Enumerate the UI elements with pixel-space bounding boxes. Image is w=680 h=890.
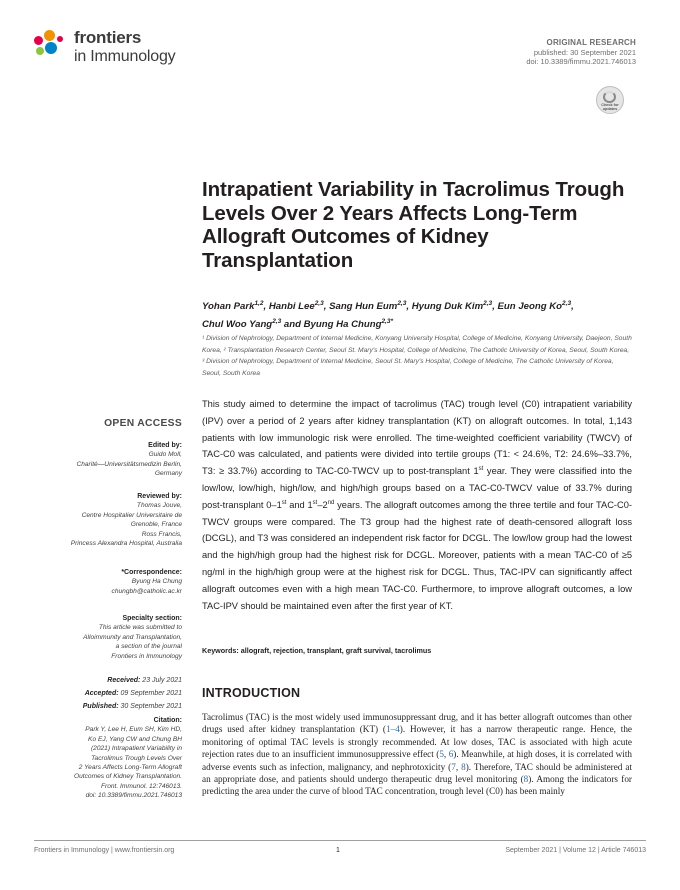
article-type: ORIGINAL RESEARCH xyxy=(546,38,636,47)
journal-logo xyxy=(34,28,194,72)
footer-divider xyxy=(34,840,646,841)
editor-line: Guido Moll, xyxy=(148,451,182,459)
author-list: Yohan Park$^{1,2}$, Hanbi Lee$^{2,3}$, Sang Hun Eum$^{2,3}$, Hyung Duk Kim$^{2,3}$, Eun Jeong Ko$^{2,3}$, Chul Woo Yang$^{2,3}$ and Byung Ha Chung$^{2,3*}$ xyxy=(202,300,574,331)
frontiers-logo-icon xyxy=(34,30,64,60)
published-date: published: 30 September 2021 xyxy=(533,47,636,57)
check-for-updates-badge[interactable] xyxy=(596,86,624,114)
citation-link[interactable]: 6 xyxy=(448,749,454,760)
specialty-label: Specialty section: xyxy=(122,615,182,622)
citation-line: Park Y, Lee H, Eum SH, Kim HD, xyxy=(85,726,182,734)
footer-journal[interactable]: Frontiers in Immunology | www.frontiersin.org xyxy=(34,847,175,854)
logo-dot-red xyxy=(34,36,43,45)
affiliations: ¹ Division of Nephrology, Department of Internal Medicine, Konyang University Hospital, College of Medicine, Konyang University, Daejeon, South Korea, ² Transplantation Research Center, Seoul St. Mary's Hospital, College of Medicine, The Catholic University of Korea, Seoul, South Korea, ³ Division of Nephrology, Department of Internal Medicine, Seoul St. Mary's Hospital, College of Medicine, The Catholic University of Korea, Seoul, South Korea xyxy=(202,335,632,377)
citation-line: Tacrolimus Trough Levels Over xyxy=(91,754,182,762)
citation-link[interactable]: 1–4 xyxy=(386,724,400,735)
reviewer-line: Centre Hospitalier Universitaire de xyxy=(81,511,182,519)
author[interactable]: Yohan Park$^{1,2}$ xyxy=(202,300,264,313)
author[interactable]: Chul Woo Yang$^{2,3}$ xyxy=(202,318,282,331)
author[interactable]: Sang Hun Eum$^{2,3}$ xyxy=(329,300,407,313)
correspondent-name: Byung Ha Chung xyxy=(131,578,182,586)
reviewed-by-block xyxy=(20,492,182,548)
citation-link[interactable]: 7 xyxy=(451,761,456,772)
reviewer-line: Ross Francis, xyxy=(141,530,182,538)
author[interactable]: Hyung Duk Kim$^{2,3}$ xyxy=(411,300,493,313)
section-heading: INTRODUCTION xyxy=(202,686,301,700)
journal-name: frontiers xyxy=(74,28,142,47)
introduction-text: Tacrolimus (TAC) is the most widely used immunosuppressant drug, and it has better allograft outcomes than other drugs used after kidney transplantation (KT) (1–4). However, it has a narrow therapeutic range. Hence, the monitoring of optimal TAC levels is strongly recommended. At low doses, TAC is associated with high acute rejection rates due to an insufficient immunosuppressive effect (5, 6). Meanwhile, at high doses, it is correlated with adverse events such as infection, malignancy, and nephrotoxicity (7, 8). Therefore, TAC should be administered at an appropriate dose, and patients should undergo therapeutic drug level monitoring (8). Among the indicators for predicting the area under the curve of blood TAC concentration, trough level (C0) has been mainly xyxy=(202,712,633,797)
update-ring-icon xyxy=(603,91,616,103)
logo-dot-small xyxy=(57,36,63,42)
editor-line: Charité—Universitätsmedizin Berlin, xyxy=(76,460,182,468)
article-doi[interactable]: doi: 10.3389/fimmu.2021.746013 xyxy=(526,57,636,66)
correspondent-email[interactable]: chungbh@catholic.ac.kr xyxy=(111,587,182,595)
correspondence-label: *Correspondence: xyxy=(121,569,182,576)
citation-line: Outcomes of Kidney Transplantation. xyxy=(74,773,182,781)
open-access-label: OPEN ACCESS xyxy=(104,418,182,429)
specialty-line: Alloimmunity and Transplantation, xyxy=(83,633,182,641)
correspondence-block xyxy=(20,568,182,596)
reviewed-by-label: Reviewed by: xyxy=(137,493,182,500)
author[interactable]: Hanbi Lee$^{2,3}$ xyxy=(268,300,324,313)
journal-subname: in Immunology xyxy=(74,48,176,65)
logo-dot-green xyxy=(36,47,44,55)
badge-text: Check for updates xyxy=(601,103,619,111)
citation-line: Front. Immunol. 12:746013. xyxy=(100,782,182,790)
specialty-line: This article was submitted to xyxy=(98,624,182,632)
citation-block xyxy=(20,716,182,801)
citation-doi[interactable]: doi: 10.3389/fimmu.2021.746013 xyxy=(85,792,182,800)
citation-link[interactable]: 8 xyxy=(523,774,529,785)
published-date-side: Published: 30 September 2021 xyxy=(82,703,182,710)
citation-link[interactable]: 5 xyxy=(439,749,444,760)
dates-block xyxy=(20,674,182,713)
reviewer-line: Thomas Jouve, xyxy=(136,502,182,510)
author[interactable]: Eun Jeong Ko$^{2,3}$ xyxy=(497,300,572,313)
article-meta xyxy=(526,38,636,67)
abstract: This study aimed to determine the impact of tacrolimus (TAC) trough level (C0) intrapatient variability (IPV) over a period of 2 years after kidney transplantation (KT) on allograft outcomes. In total, 1,143 patients with low immunologic risk were enrolled. The time-weighted coefficient variability (TWCV) of TAC-C0 was calculated, and patients were divided into tertile groups (T1: < 24.6%, T2: 24.6%–33.7%, T3: ≥ 33.7%) according to TAC-C0-TWCV up to post-transplant 1st year. They were classified into the low/low, low/high, high/low, and high/high groups based on a TAC-C0-TWCV value of 33.7% during post-transplant 0–1st and 1st–2nd years. The allograft outcomes among the three tertile and four TAC-C0-TWCV groups were compared. The T3 group had the highest rate of death-censored allograft loss (DCGL), and T3 was considered an independent risk factor for DCGL. The low/low group had the lowest and the high/high group had the highest risk for DCGL. Moreover, patients with a mean TAC-C0 of ≥5 ng/ml in the high/high group were at the highest risk for DCGL. Thus, TAC-IPV can significantly affect allograft outcomes even with a high mean TAC-C0. Furthermore, to improve allograft outcomes, a low TAC-IPV should be maintained even after the first year of KT. xyxy=(202,399,632,611)
editor-line: Germany xyxy=(154,470,182,478)
page-number: 1 xyxy=(336,847,340,854)
keywords: Keywords: allograft, rejection, transplant, graft survival, tacrolimus xyxy=(202,646,432,655)
author[interactable]: Byung Ha Chung$^{2,3*}$ xyxy=(303,318,394,331)
reviewer-line: Princess Alexandra Hospital, Australia xyxy=(70,540,182,548)
specialty-line: Frontiers in Immunology xyxy=(111,652,182,660)
logo-dot-blue xyxy=(45,42,57,54)
logo-dot-orange xyxy=(44,30,55,41)
citation-line: Ko EJ, Yang CW and Chung BH xyxy=(88,735,182,743)
accepted-date: Accepted: 09 September 2021 xyxy=(84,690,182,697)
edited-by-label: Edited by: xyxy=(148,442,182,449)
citation-link[interactable]: 8 xyxy=(461,761,466,772)
reviewer-line: Grenoble, France xyxy=(130,521,182,529)
citation-label: Citation: xyxy=(153,717,182,724)
article-title: Intrapatient Variability in Tacrolimus Trough Levels Over 2 Years Affects Long-Term Allograft Outcomes of Kidney Transplantation xyxy=(202,178,625,272)
citation-line: 2 Years Affects Long-Term Allograft xyxy=(78,764,182,772)
edited-by-block xyxy=(20,441,182,479)
specialty-line: a section of the journal xyxy=(115,643,182,651)
citation-line: (2021) Intrapatient Variability in xyxy=(90,745,182,753)
footer-issue: September 2021 | Volume 12 | Article 746013 xyxy=(505,847,646,854)
received-date: Received: 23 July 2021 xyxy=(107,677,182,684)
specialty-block xyxy=(20,614,182,661)
